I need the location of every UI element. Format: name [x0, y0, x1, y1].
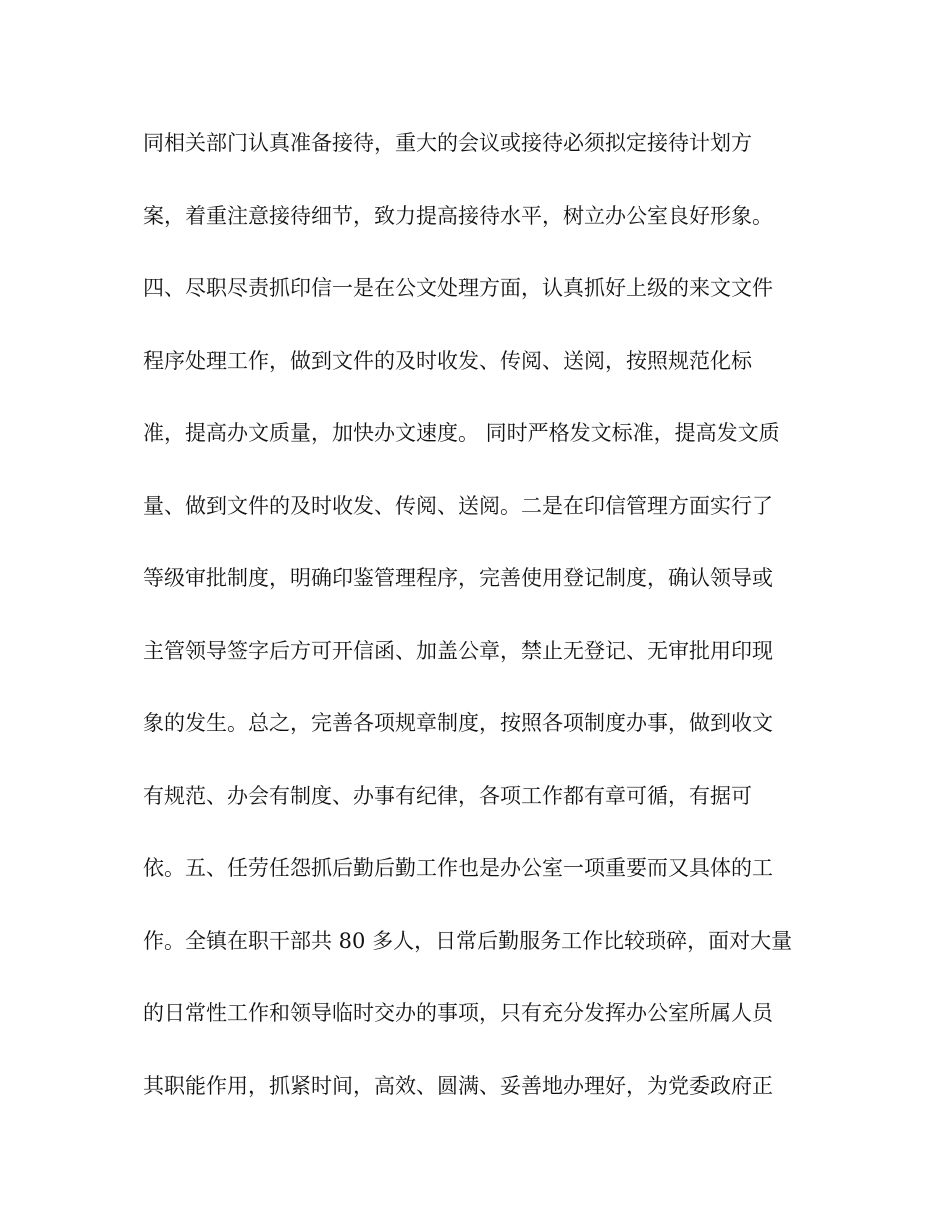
text-line: 有规范、办会有制度、办事有纪律，各项工作都有章可循，有据可	[143, 783, 752, 808]
text-line: 依。五、任劳任怨抓后勤后勤工作也是办公室一项重要而又具体的工	[143, 856, 773, 880]
text-line: 量、做到文件的及时收发、传阅、送阅。二是在印信管理方面实行了	[143, 493, 773, 518]
text-line: 同相关部门认真准备接待，重大的会议或接待必须拟定接待计划方	[143, 131, 752, 155]
text-line: 象的发生。总之，完善各项规章制度，按照各项制度办事，做到收文	[143, 711, 773, 735]
text-line: 程序处理工作，做到文件的及时收发、传阅、送阅，按照规范化标	[143, 348, 752, 373]
body-text	[143, 122, 823, 1137]
text-line: 主管领导签字后方可开信函、加盖公章，禁止无登记、无审批用印现	[143, 638, 773, 663]
text-line: 作。全镇在职干部共 80 多人，日常后勤服务工作比较琐碎，面对大量	[143, 928, 793, 953]
text-line: 等级审批制度，明确印鉴管理程序，完善使用登记制度，确认领导或	[143, 566, 773, 590]
text-line: 案，着重注意接待细节，致力提高接待水平，树立办公室良好形象。	[143, 203, 773, 228]
text-line: 四、尽职尽责抓印信一是在公文处理方面，认真抓好上级的来文文件	[143, 276, 773, 300]
text-line: 准，提高办文质量，加快办文速度。 同时严格发文标准，提高发文质	[143, 421, 780, 445]
text-line: 其职能作用，抓紧时间，高效、圆满、妥善地办理好，为党委政府正	[143, 1073, 773, 1098]
text-line: 的日常性工作和领导临时交办的事项，只有充分发挥办公室所属人员	[143, 1001, 773, 1025]
